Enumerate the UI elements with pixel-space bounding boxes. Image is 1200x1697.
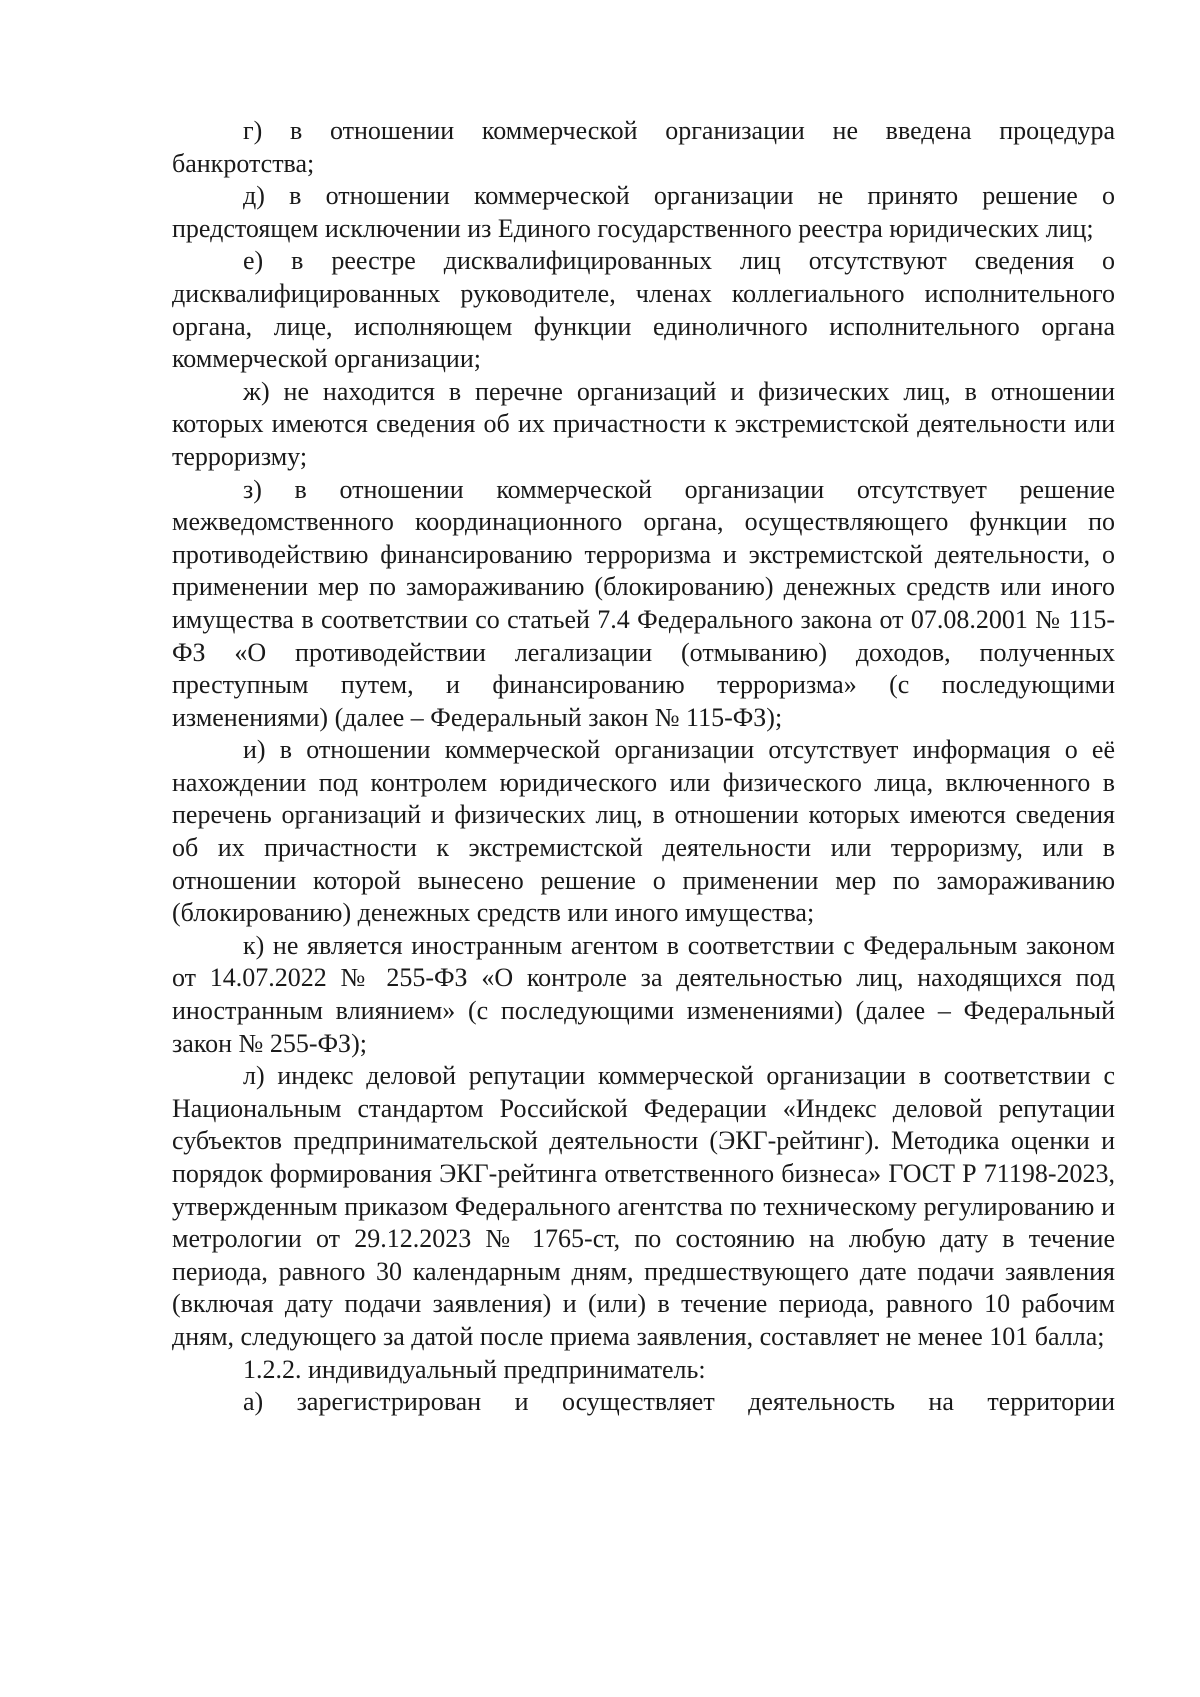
paragraph-d: д) в отношении коммерческой организации не принято решение о предстоящем исключении из Единого государственного реестра юридических лиц; bbox=[172, 181, 1115, 243]
paragraph-e: е) в реестре дисквалифицированных лиц отсутствуют сведения о дисквалифицированных руководителе, членах коллегиального исполнительного органа, лице, исполняющем функции единоличного исполнительного органа коммерческой организации; bbox=[172, 246, 1115, 374]
paragraph-a: а) зарегистрирован и осуществляет деятельность на территории bbox=[243, 1387, 1115, 1417]
paragraph-l: л) индекс деловой репутации коммерческой организации в соответствии с Национальным стандартом Российской Федерации «Индекс деловой репутации субъектов предпринимательской деятельности (ЭКГ-рейтинг). Методика оценки и порядок формирования ЭКГ-рейтинга ответственного бизнеса» ГОСТ Р 71198-2023, утвержденным приказом Федерального агентства по техническому регулированию и метрологии от 29.12.2023 № 1765-ст, по состоянию на любую дату в течение периода, равного 30 календарным дням, предшествующего дате подачи заявления (включая дату подачи заявления) и (или) в течение периода, равного 10 рабочим дням, следующего за датой после приема заявления, составляет не менее 101 балла; bbox=[172, 1061, 1115, 1351]
paragraph-z: з) в отношении коммерческой организации отсутствует решение межведомственного координационного органа, осуществляющего функции по противодействию финансированию терроризма и экстремистской деятельности, о применении мер по замораживанию (блокированию) денежных средств или иного имущества в соответствии со статьей 7.4 Федерального закона от 07.08.2001 № 115-ФЗ «О противодействии легализации (отмыванию) доходов, полученных преступным путем, и финансированию терроризма» (с последующими изменениями) (далее – Федеральный закон № 115-ФЗ); bbox=[172, 474, 1115, 732]
document-page bbox=[172, 115, 1115, 1419]
section-heading-1-2-2: 1.2.2. индивидуальный предприниматель: bbox=[243, 1354, 706, 1384]
paragraph-k: к) не является иностранным агентом в соответствии с Федеральным законом от 14.07.2022 № 255-ФЗ «О контроле за деятельностью лиц, находящихся под иностранным влиянием» (с последующими изменениями) (далее – Федеральный закон № 255-ФЗ); bbox=[172, 930, 1115, 1058]
paragraph-i: и) в отношении коммерческой организации отсутствует информация о её нахождении под контролем юридического или физического лица, включенного в перечень организаций и физических лиц, в отношении которых имеются сведения об их причастности к экстремистской деятельности или терроризму, или в отношении которой вынесено решение о применении мер по замораживанию (блокированию) денежных средств или иного имущества; bbox=[172, 735, 1115, 928]
paragraph-zh: ж) не находится в перечне организаций и физических лиц, в отношении которых имеются сведения об их причастности к экстремистской деятельности или терроризму; bbox=[172, 376, 1115, 471]
paragraph-g: г) в отношении коммерческой организации не введена процедура банкротства; bbox=[172, 116, 1115, 178]
